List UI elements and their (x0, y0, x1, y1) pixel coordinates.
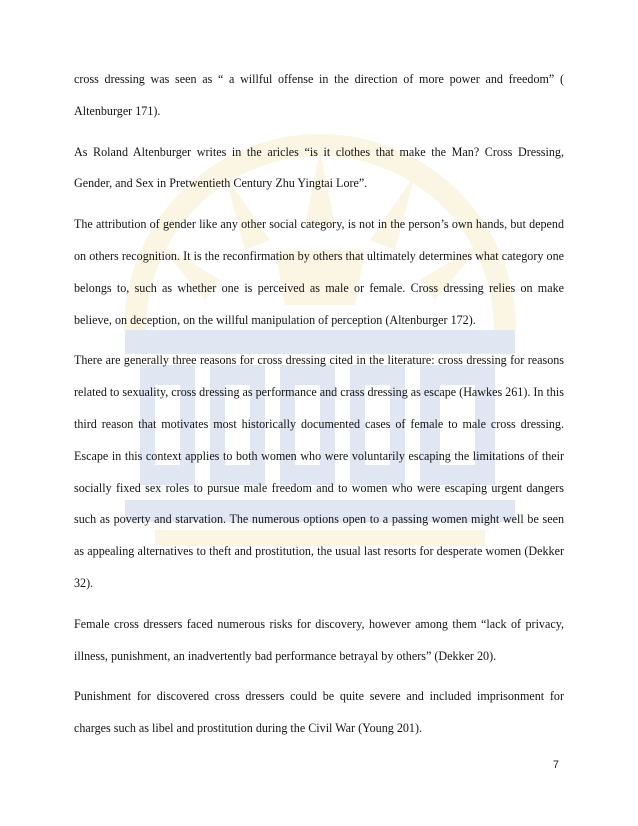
paragraph: There are generally three reasons for cross dressing cited in the literature: cross dressing for reasons related to sexuality, cross dressing as performance and crass dressing as escape (Hawkes 261). In this third reason that motivates most historically documented cases of female to male cross dressing. Escape in this context applies to both women who were voluntarily escaping the limitations of their socially fixed sex roles to pursue male freedom and to women who were escaping urgent dangers such as poverty and starvation. The numerous options open to a passing women might well be seen as appealing alternatives to theft and prostitution, the usual last resorts for desperate women (Dekker 32). (74, 353, 564, 590)
paragraph: Female cross dressers faced numerous risks for discovery, however among them “lack of privacy, illness, punishment, an inadvertently bad performance betrayal by others” (Dekker 20). (74, 616, 564, 663)
paragraph: Punishment for discovered cross dressers could be quite severe and included imprisonment for charges such as libel and prostitution during the Civil War (Young 201). (74, 689, 564, 736)
page-number: 7 (552, 759, 559, 771)
paragraph: cross dressing was seen as “ a willful offense in the direction of more power and freedom” ( Altenburger 171). (74, 72, 564, 118)
paragraph: The attribution of gender like any other social category, is not in the person’s own hands, but depend on others recognition. It is the reconfirmation by others that ultimately determines what category one belongs to, such as whether one is perceived as male or female. Cross dressing relies on make believe, on deception, on the willful manipulation of perception (Altenburger 172). (74, 217, 564, 327)
paragraph: As Roland Altenburger writes in the aricles “is it clothes that make the Man? Cross Dressing, Gender, and Sex in Pretwentieth Century Zhu Yingtai Lore”. (74, 144, 564, 191)
body-text (74, 64, 564, 754)
